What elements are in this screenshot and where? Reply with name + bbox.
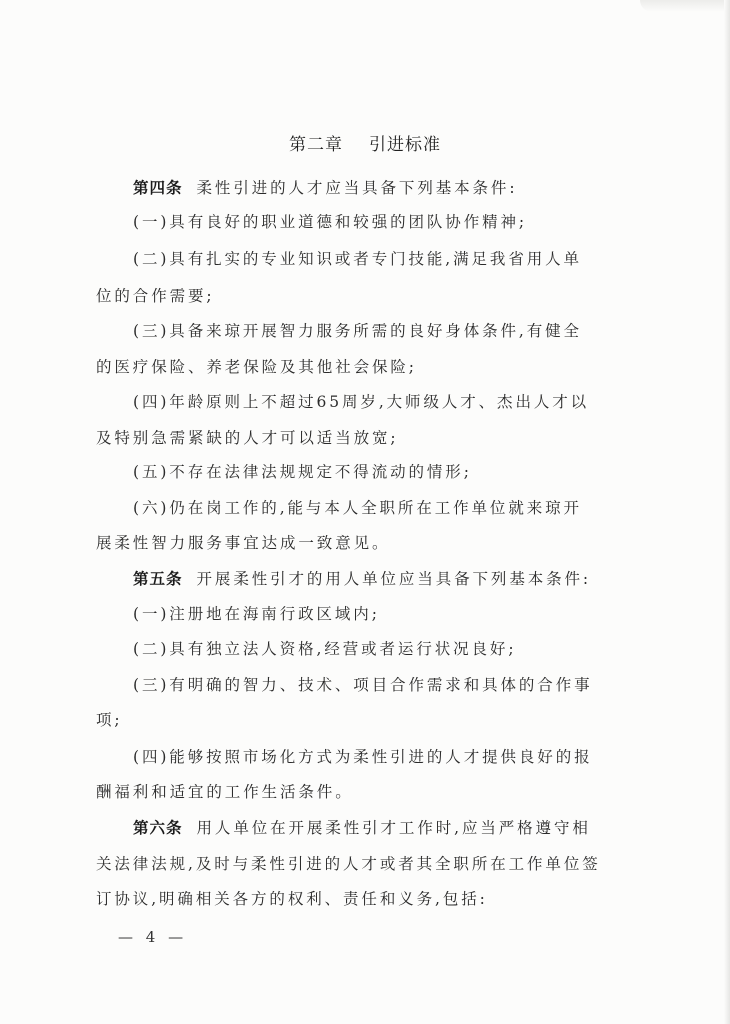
paragraph-line: 关法律法规,及时与柔性引进的人才或者其全职所在工作单位签	[96, 855, 601, 873]
article-label: 第五条	[133, 570, 183, 588]
paragraph-line: (二)具有独立法人资格,经营或者运行状况良好;	[133, 640, 517, 658]
paragraph-line: 的医疗保险、养老保险及其他社会保险;	[96, 358, 417, 376]
article-text: 柔性引进的人才应当具备下列基本条件:	[196, 179, 518, 197]
chapter-name: 引进标准	[369, 135, 441, 155]
chapter-number: 第二章	[289, 135, 343, 155]
article-label: 第四条	[133, 179, 183, 197]
paragraph-line: (一)注册地在海南行政区域内;	[133, 605, 380, 623]
paragraph-line: 酬福利和适宜的工作生活条件。	[96, 783, 354, 801]
paragraph-line: 订协议,明确相关各方的权利、责任和义务,包括:	[96, 890, 488, 908]
paragraph-line: 项;	[96, 711, 123, 729]
paragraph-line: 展柔性智力服务事宜达成一致意见。	[96, 534, 391, 552]
paragraph-line: (三)有明确的智力、技术、项目合作需求和具体的合作事	[133, 676, 593, 694]
paragraph-line: (四)年龄原则上不超过65周岁,大师级人才、杰出人才以	[133, 393, 590, 411]
paragraph-line: (六)仍在岗工作的,能与本人全职所在工作单位就来琼开	[133, 499, 582, 517]
article-6-heading	[133, 817, 644, 839]
paragraph-line: (一)具有良好的职业道德和较强的团队协作精神;	[133, 213, 528, 231]
paragraph-line: (五)不存在法律法规规定不得流动的情形;	[133, 463, 472, 481]
page-corner-shadow	[640, 0, 730, 12]
chapter-title	[0, 130, 730, 155]
paragraph-line: (二)具有扎实的专业知识或者专门技能,满足我省用人单	[133, 250, 582, 268]
article-label: 第六条	[133, 819, 183, 837]
article-text: 用人单位在开展柔性引才工作时,应当严格遵守相	[196, 819, 591, 837]
article-4-heading	[133, 177, 644, 199]
paragraph-line: 及特别急需紧缺的人才可以适当放宽;	[96, 429, 399, 447]
paragraph-line: (三)具备来琼开展智力服务所需的良好身体条件,有健全	[133, 322, 582, 340]
article-text: 开展柔性引才的用人单位应当具备下列基本条件:	[196, 570, 592, 588]
paragraph-line: 位的合作需要;	[96, 287, 215, 305]
paragraph-line: (四)能够按照市场化方式为柔性引进的人才提供良好的报	[133, 748, 593, 766]
page-number: — 4 —	[118, 928, 188, 946]
article-5-heading	[133, 568, 644, 590]
